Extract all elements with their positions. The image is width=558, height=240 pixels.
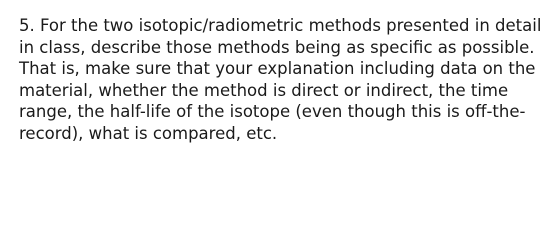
question-line-5: range, the half-life of the isotope (even though this is off-the- xyxy=(19,102,526,122)
question-line-3: That is, make sure that your explanation including data on the xyxy=(19,59,536,79)
question-line-4: material, whether the method is direct or indirect, the time xyxy=(19,80,509,100)
question-line-1: 5. For the two isotopic/radiometric methods presented in detail xyxy=(19,16,542,35)
question-line-2: in class, describe those methods being as specific as possible. xyxy=(19,37,535,57)
question-text xyxy=(19,15,551,145)
question-line-6: record), what is compared, etc. xyxy=(19,123,278,143)
